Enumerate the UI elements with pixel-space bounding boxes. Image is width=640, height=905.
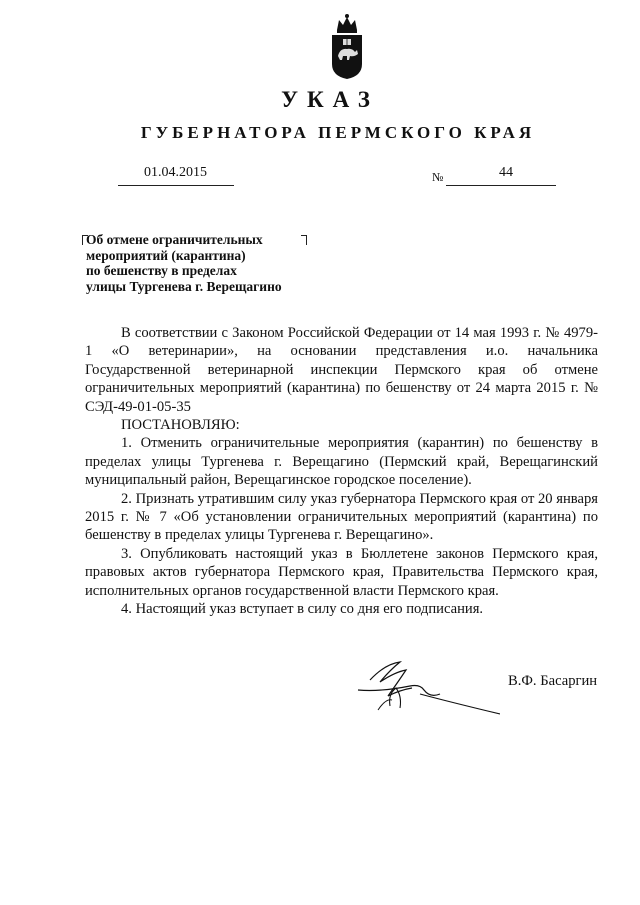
decree-item: 1. Отменить ограничительные мероприятия (карантин) по бешенству в пределах улицы Тургенева г. Верещагино (Пермский край, Верещагинский муниципальный район, Верещагинское городское поселение). <box>85 435 598 489</box>
decree-title: УКАЗ <box>281 87 379 112</box>
decree-item: 3. Опубликовать настоящий указ в Бюллетене законов Пермского края, правовых актов губернатора Пермского края, Правительства Пермского края, исполнительных органов государственной власти Пермского края. <box>85 545 598 599</box>
decree-item: 2. Признать утратившим силу указ губернатора Пермского края от 20 января 2015 г. № 7 «Об установлении ограничительных мероприятий (карантина) по бешенству в пределах улицы Тургенева г. Верещагино». <box>85 490 598 544</box>
coat-of-arms-icon <box>330 12 364 80</box>
handwritten-signature <box>340 650 500 720</box>
date-field <box>118 165 234 186</box>
decree-authority: ГУБЕРНАТОРА ПЕРМСКОГО КРАЯ <box>140 123 536 142</box>
subject-line: улицы Тургенева г. Верещагино <box>86 278 282 294</box>
decree-body <box>85 324 598 619</box>
subject-line: мероприятий (карантина) <box>86 247 246 263</box>
preamble-paragraph: В соответствии с Законом Российской Федерации от 14 мая 1993 г. № 4979-1 «О ветеринарии», на основании представления и.о. начальника Государственной ветеринарной инспекции Пермского края об отмене ограничительных мероприятий (карантина) по бешенству от 24 марта 2015 г. № СЭД-49-01-05-35 <box>85 325 598 415</box>
decree-subject <box>86 232 326 294</box>
signer-name: В.Ф. Басаргин <box>508 673 598 689</box>
decree-number: 44 <box>499 165 513 180</box>
decree-date: 01.04.2015 <box>144 165 207 180</box>
subject-line: Об отмене ограничительных <box>86 232 263 247</box>
number-sign: № <box>432 170 444 184</box>
number-field <box>446 165 556 186</box>
subject-line: по бешенству в пределах <box>86 263 237 278</box>
decree-item: 4. Настоящий указ вступает в силу со дня его подписания. <box>121 601 484 618</box>
decree-word: ПОСТАНОВЛЯЮ: <box>121 417 240 434</box>
